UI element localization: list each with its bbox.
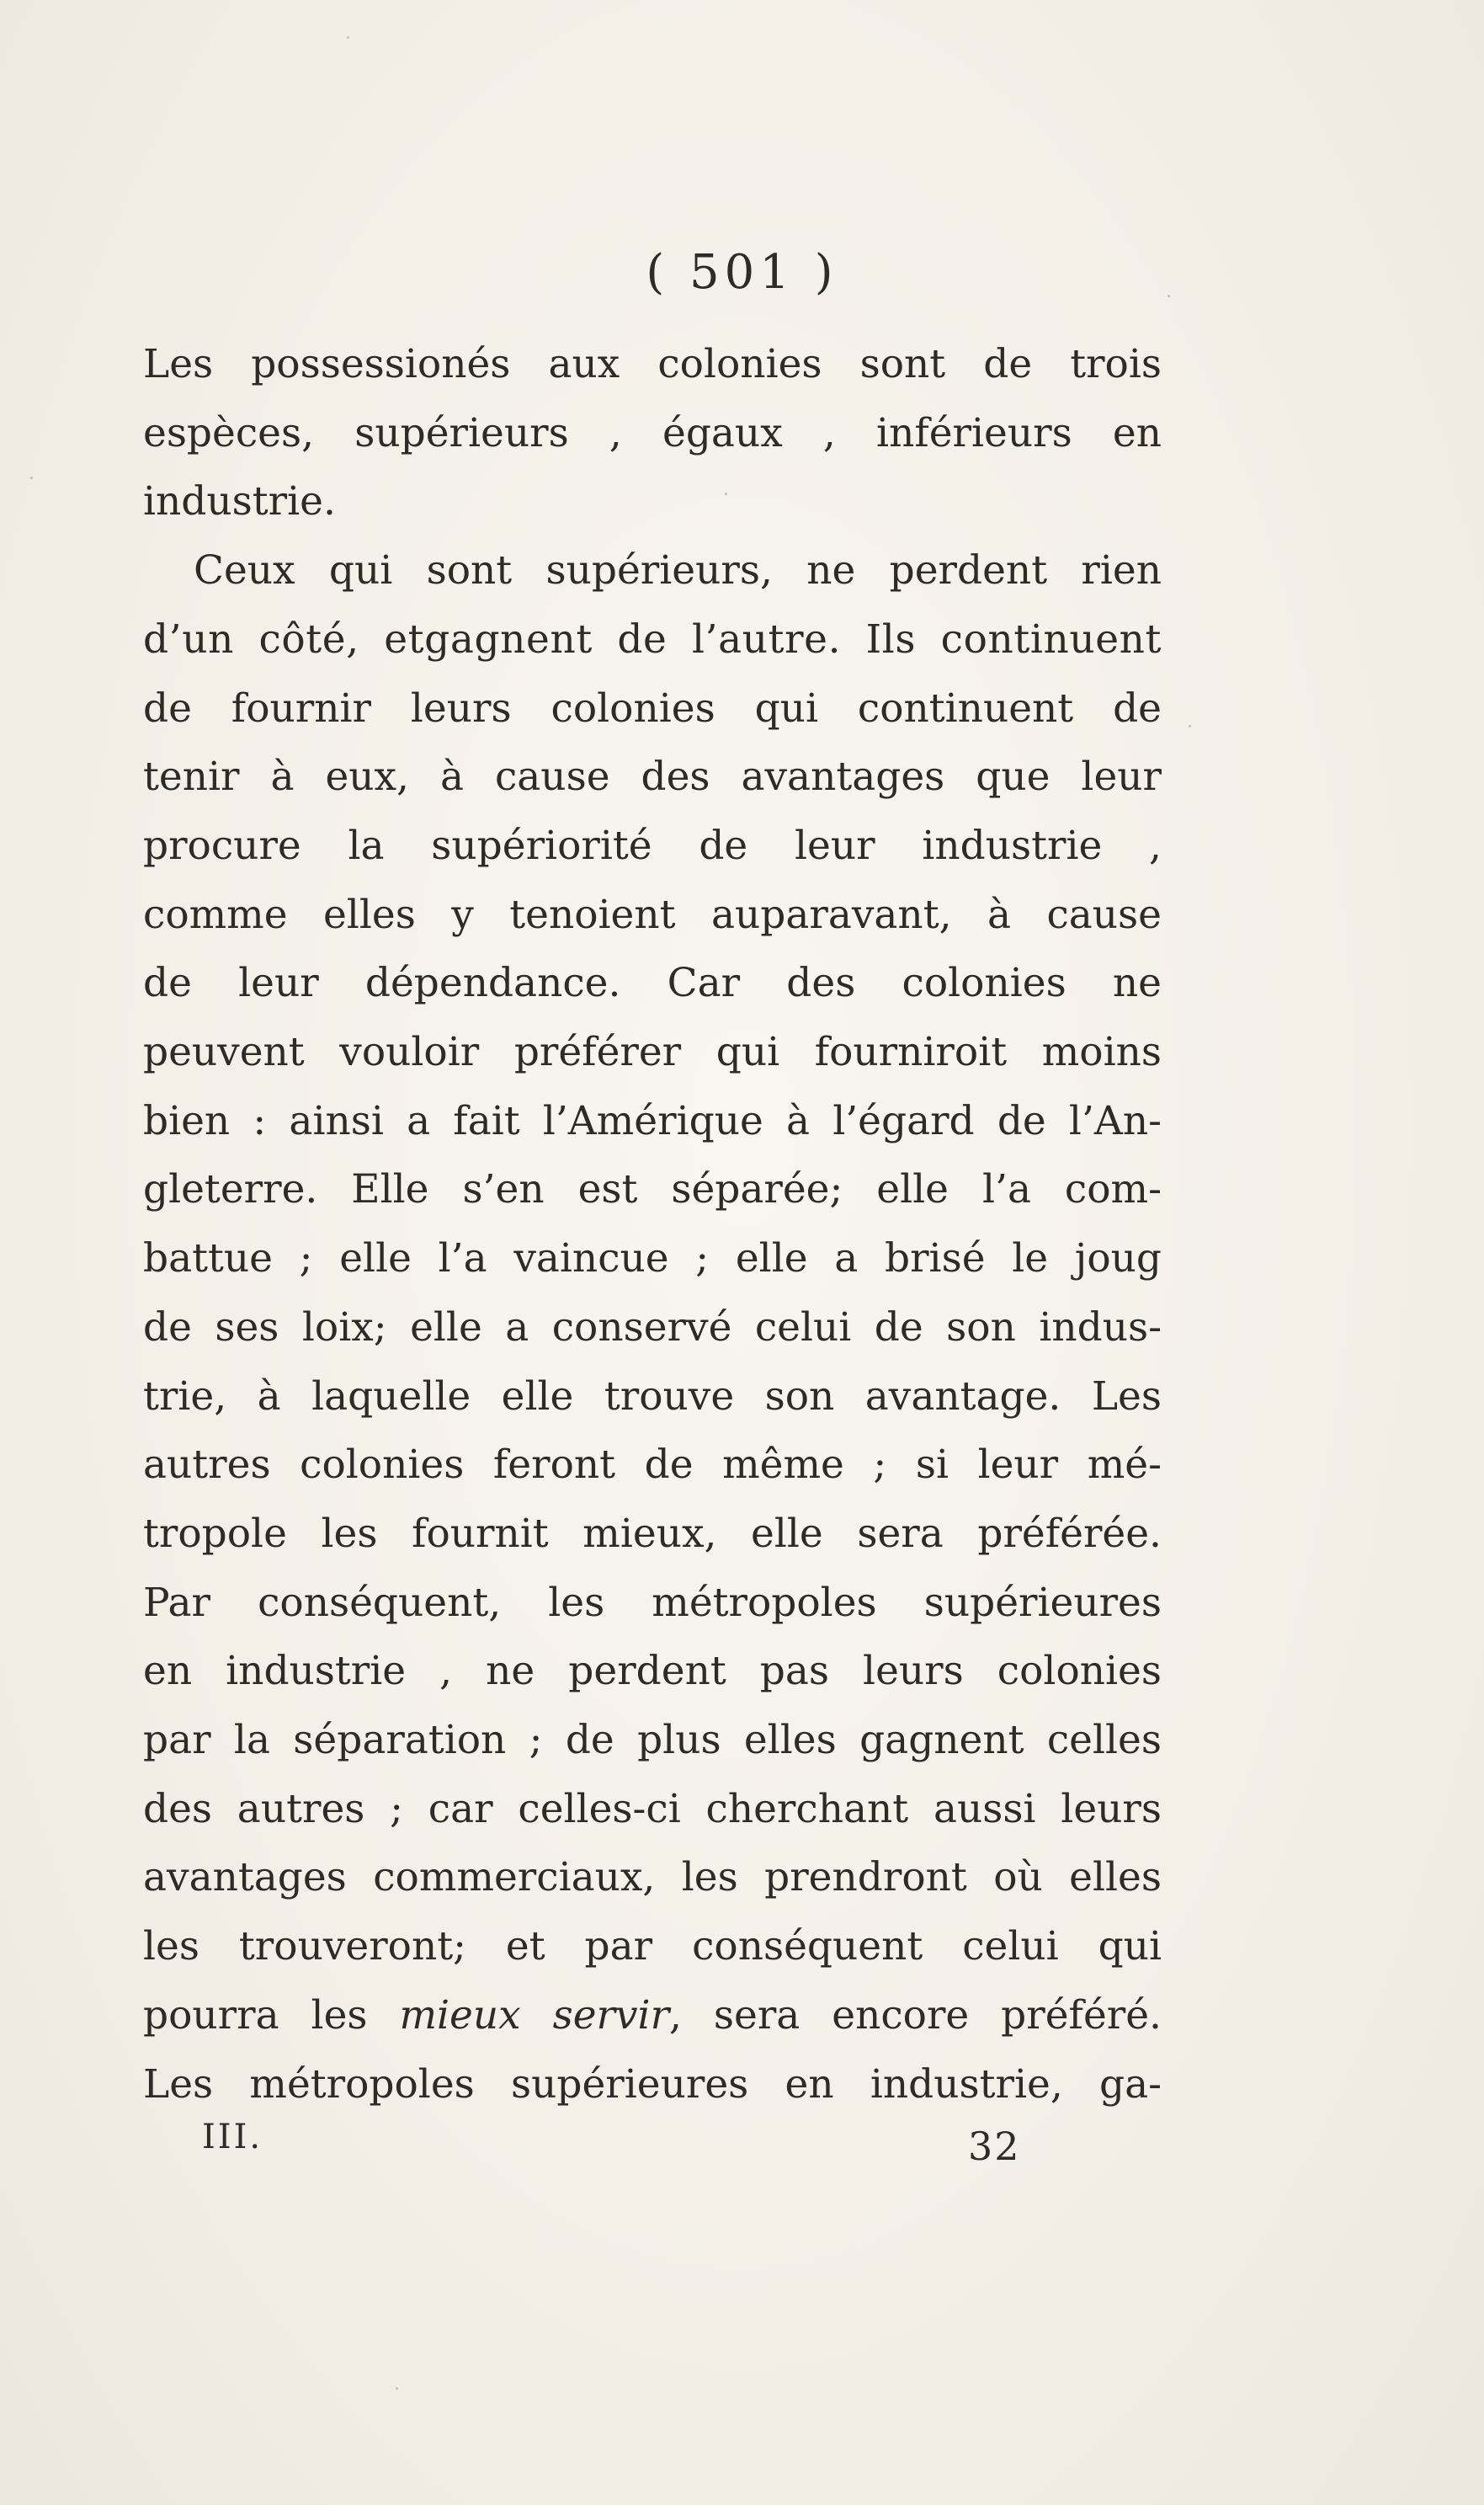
text-line-11: peuvent vouloir préférer qui fourniroit moins <box>143 1029 1162 1076</box>
text-line-1: Les possessionés aux colonies sont de trois <box>143 341 1162 387</box>
paper-speck <box>725 493 727 495</box>
signature-mark: III. <box>202 2118 263 2156</box>
text-line-19: Par conséquent, les métropoles supérieures <box>143 1579 1162 1626</box>
paper-speck <box>396 2387 398 2390</box>
text-line-15: de ses loix; elle a conservé celui de son indus- <box>143 1303 1162 1351</box>
text-line-16: trie, à laquelle elle trouve son avantage. Les <box>143 1372 1162 1420</box>
text-line-21: par la séparation ; de plus elles gagnent celles <box>143 1717 1162 1764</box>
text-line-2: espèces, supérieurs , égaux , inférieurs en <box>143 409 1162 456</box>
footer-page-number: 32 <box>968 2124 1021 2169</box>
italic-phrase: mieux servir <box>399 1991 670 2039</box>
text-line-7: tenir à eux, à cause des avantages que leur <box>143 754 1162 801</box>
text-line-25 <box>143 1981 1162 2050</box>
text-line-10: de leur dépendance. Car des colonies ne <box>143 960 1162 1007</box>
text-line-26: Les métropoles supérieures en industrie, ga- <box>143 2060 1162 2108</box>
text-line-4: Ceux qui sont supérieurs, ne perdent rien <box>194 547 1162 594</box>
text-line-18: tropole les fournit mieux, elle sera préférée. <box>143 1510 1162 1557</box>
paper-speck <box>347 36 349 39</box>
line-25-prefix: pourra les <box>143 1991 368 2039</box>
text-line-20: en industrie , ne perdent pas leurs colonies <box>143 1648 1162 1695</box>
paper-speck <box>1168 295 1170 297</box>
text-line-5: d’un côté, etgagnent de l’autre. Ils continuent <box>143 616 1162 663</box>
page-number-header: ( 501 ) <box>646 245 838 300</box>
page-footer <box>0 2112 1484 2171</box>
paper-speck <box>1189 725 1191 728</box>
text-line-23: avantages commerciaux, les prendront où elles <box>143 1854 1162 1901</box>
line-25-suffix: , sera encore préféré. <box>669 1991 1162 2039</box>
text-line-22: des autres ; car celles-ci cherchant aussi leurs <box>143 1785 1162 1832</box>
text-line-8: procure la supériorité de leur industrie , <box>143 822 1162 869</box>
text-line-9: comme elles y tenoient auparavant, à cause <box>143 891 1162 938</box>
body-text <box>143 330 1162 2119</box>
text-line-3: industrie. <box>143 478 336 525</box>
text-line-14: battue ; elle l’a vaincue ; elle a brisé le joug <box>143 1235 1162 1282</box>
paper-speck <box>30 477 33 479</box>
text-line-13: gleterre. Elle s’en est séparée; elle l’a com- <box>143 1166 1162 1213</box>
text-line-6: de fournir leurs colonies qui continuent de <box>143 685 1162 732</box>
text-line-24: les trouveront; et par conséquent celui qui <box>143 1923 1162 1970</box>
text-line-12: bien : ainsi a fait l’Amérique à l’égard de l’An- <box>143 1097 1162 1144</box>
text-line-17: autres colonies feront de même ; si leur mé- <box>143 1442 1162 1489</box>
